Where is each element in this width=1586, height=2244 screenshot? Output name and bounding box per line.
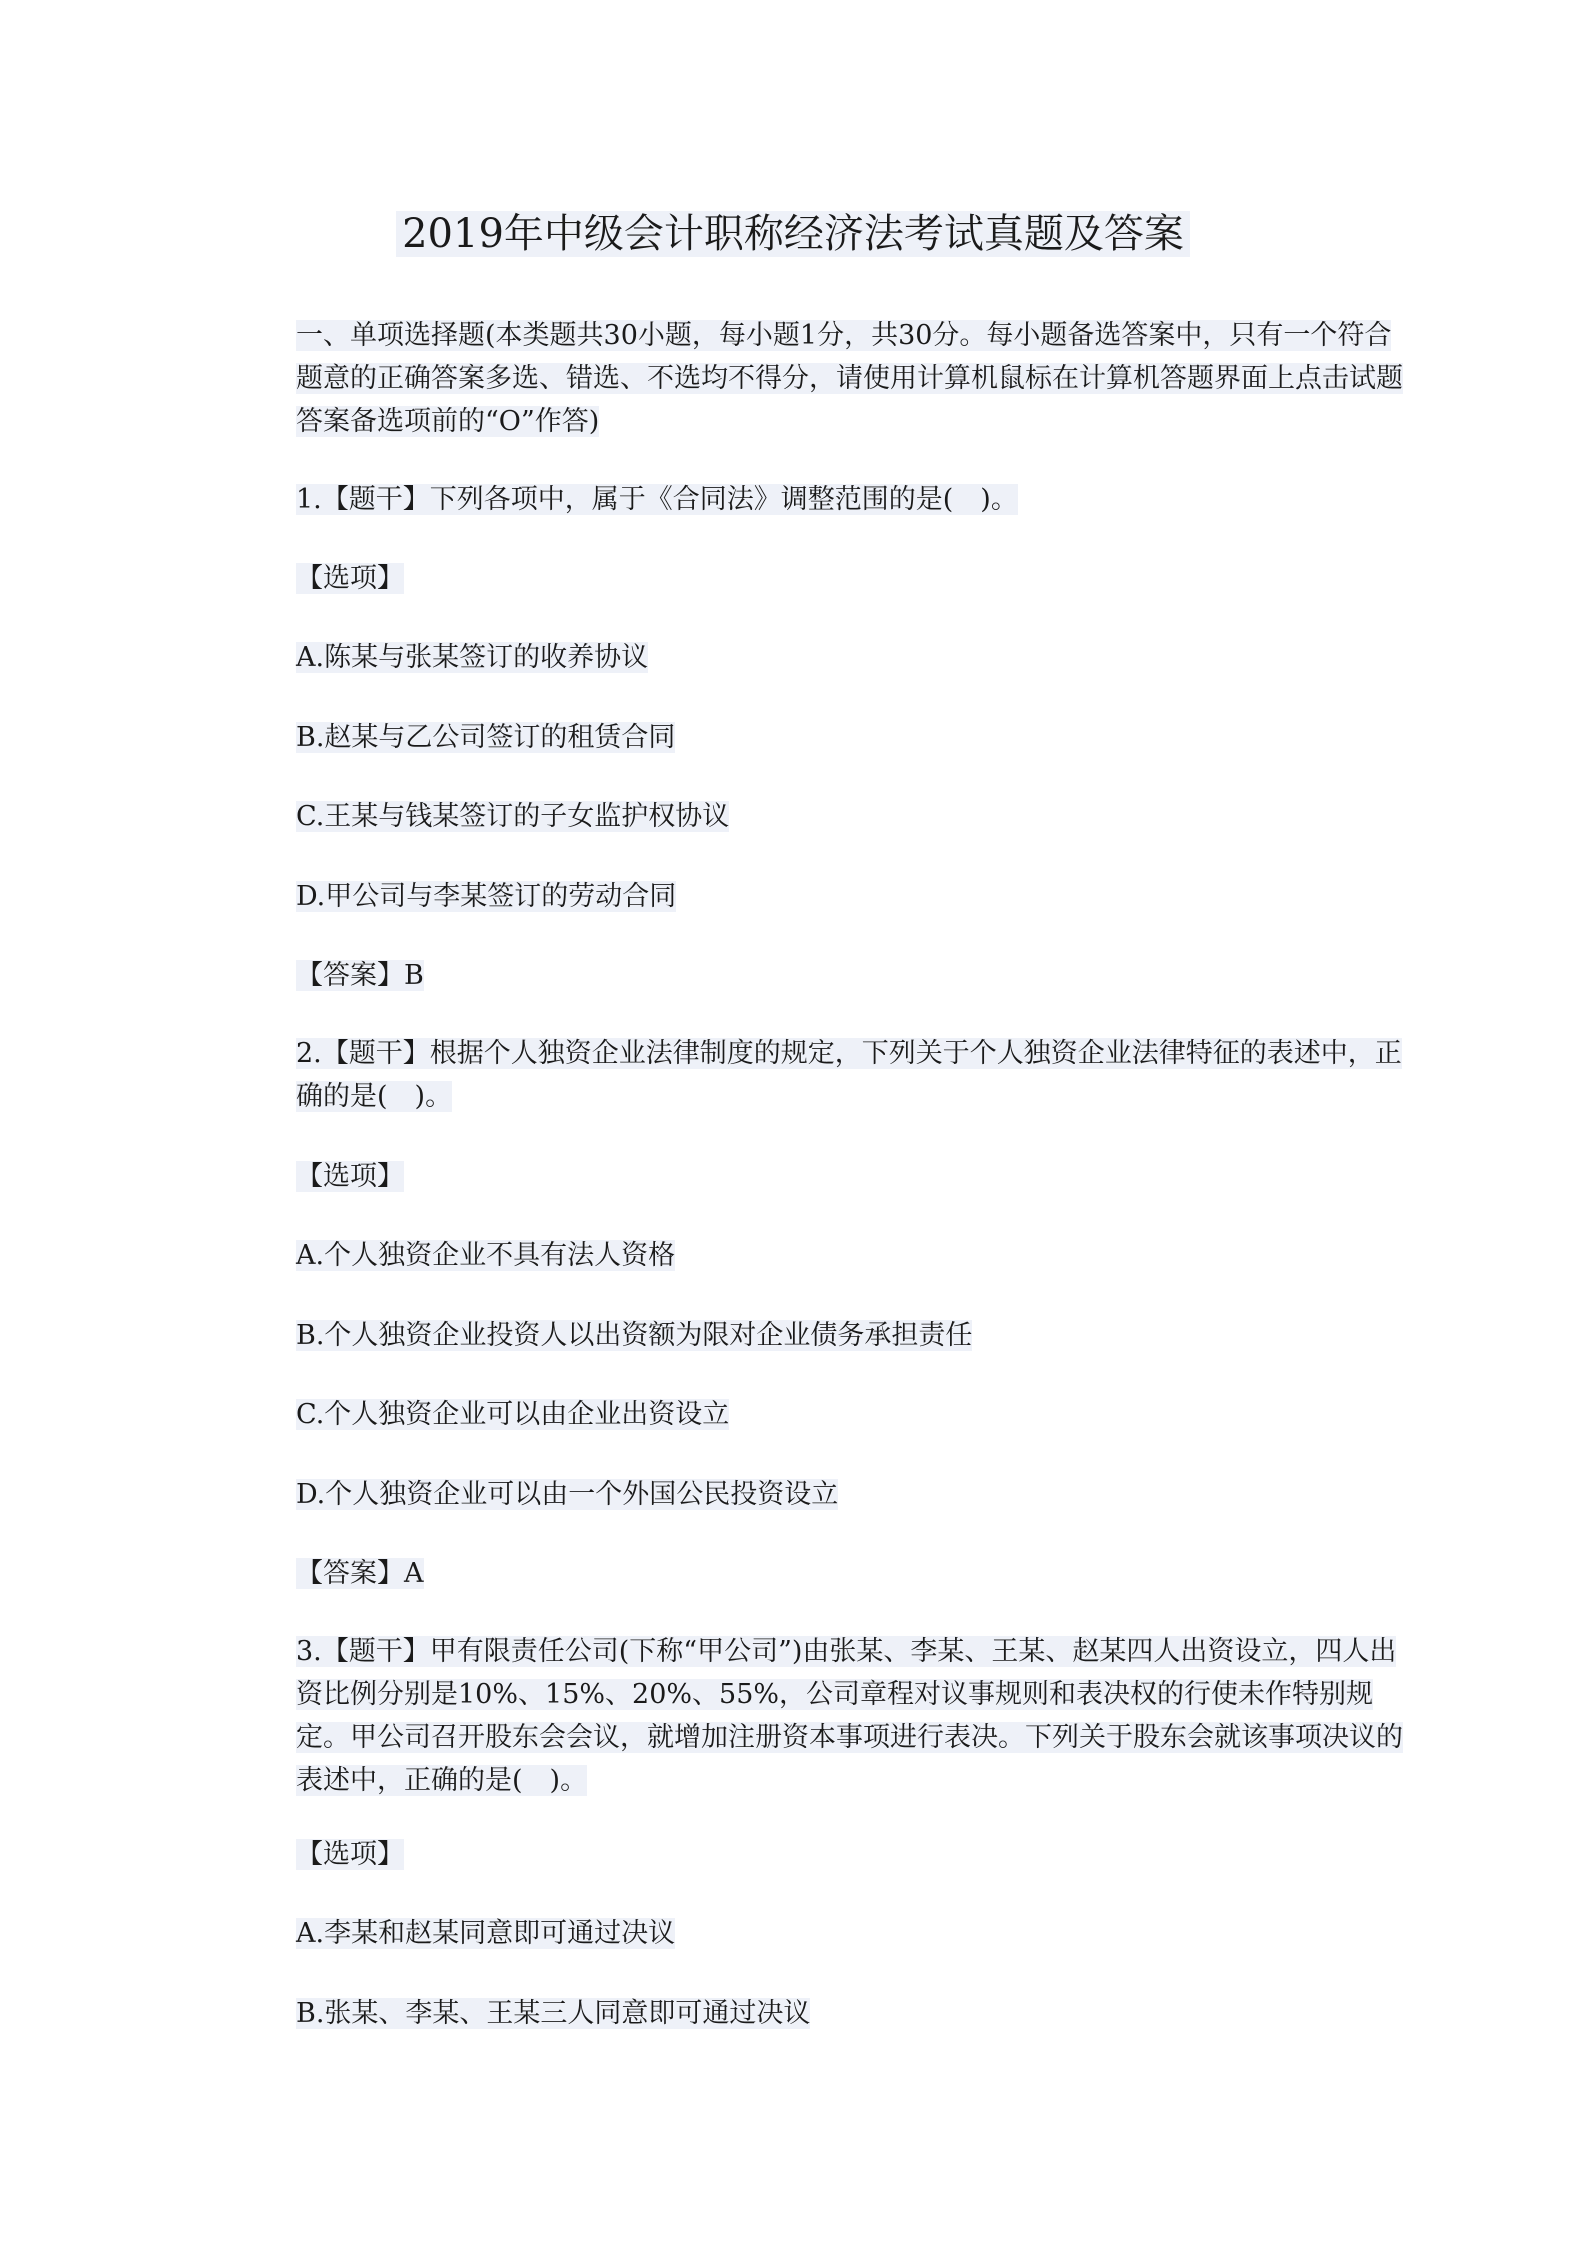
question-1-options-label: 【选项】 xyxy=(296,563,404,594)
section-intro xyxy=(242,314,1408,443)
document-title xyxy=(0,206,1586,262)
question-1-stem: 1.【题干】下列各项中，属于《合同法》调整范围的是( )。 xyxy=(296,484,1018,515)
question-2-answer: 【答案】A xyxy=(296,1558,424,1589)
question-1-answer: 【答案】B xyxy=(296,960,424,991)
question-3-option-a: A.李某和赵某同意即可通过决议 xyxy=(296,1918,676,1949)
question-2-option-a: A.个人独资企业不具有法人资格 xyxy=(296,1240,676,1271)
question-2-options-label: 【选项】 xyxy=(296,1161,404,1192)
question-2-option-b: B.个人独资企业投资人以出资额为限对企业债务承担责任 xyxy=(296,1320,973,1351)
intro-text: 一、单项选择题(本类题共30小题，每小题1分，共30分。每小题备选答案中，只有一个符合题意的正确答案多选、错选、不选均不得分，请使用计算机鼠标在计算机答题界面上点击试题答案备选项前的“O”作答) xyxy=(296,320,1403,437)
question-3-options-label: 【选项】 xyxy=(296,1839,404,1870)
question-2-option-c: C.个人独资企业可以由企业出资设立 xyxy=(296,1399,730,1430)
question-1-option-c: C.王某与钱某签订的子女监护权协议 xyxy=(296,801,730,832)
question-2-option-d: D.个人独资企业可以由一个外国公民投资设立 xyxy=(296,1479,839,1510)
question-1-option-a: A.陈某与张某签订的收养协议 xyxy=(296,642,649,673)
question-3-option-b: B.张某、李某、王某三人同意即可通过决议 xyxy=(296,1998,811,2029)
question-1-option-b: B.赵某与乙公司签订的租赁合同 xyxy=(296,722,676,753)
question-1-option-d: D.甲公司与李某签订的劳动合同 xyxy=(296,881,677,912)
title-text: 2019年中级会计职称经济法考试真题及答案 xyxy=(396,211,1190,257)
question-3-stem: 3.【题干】甲有限责任公司(下称“甲公司”)由张某、李某、王某、赵某四人出资设立，四人出资比例分别是10%、15%、20%、55%，公司章程对议事规则和表决权的行使未作特别规定。甲公司召开股东会会议，就增加注册资本事项进行表决。下列关于股东会就该事项决议的表述中，正确的是( )。 xyxy=(296,1636,1403,1796)
question-2-stem: 2.【题干】根据个人独资企业法律制度的规定，下列关于个人独资企业法律特征的表述中，正确的是( )。 xyxy=(296,1038,1402,1112)
